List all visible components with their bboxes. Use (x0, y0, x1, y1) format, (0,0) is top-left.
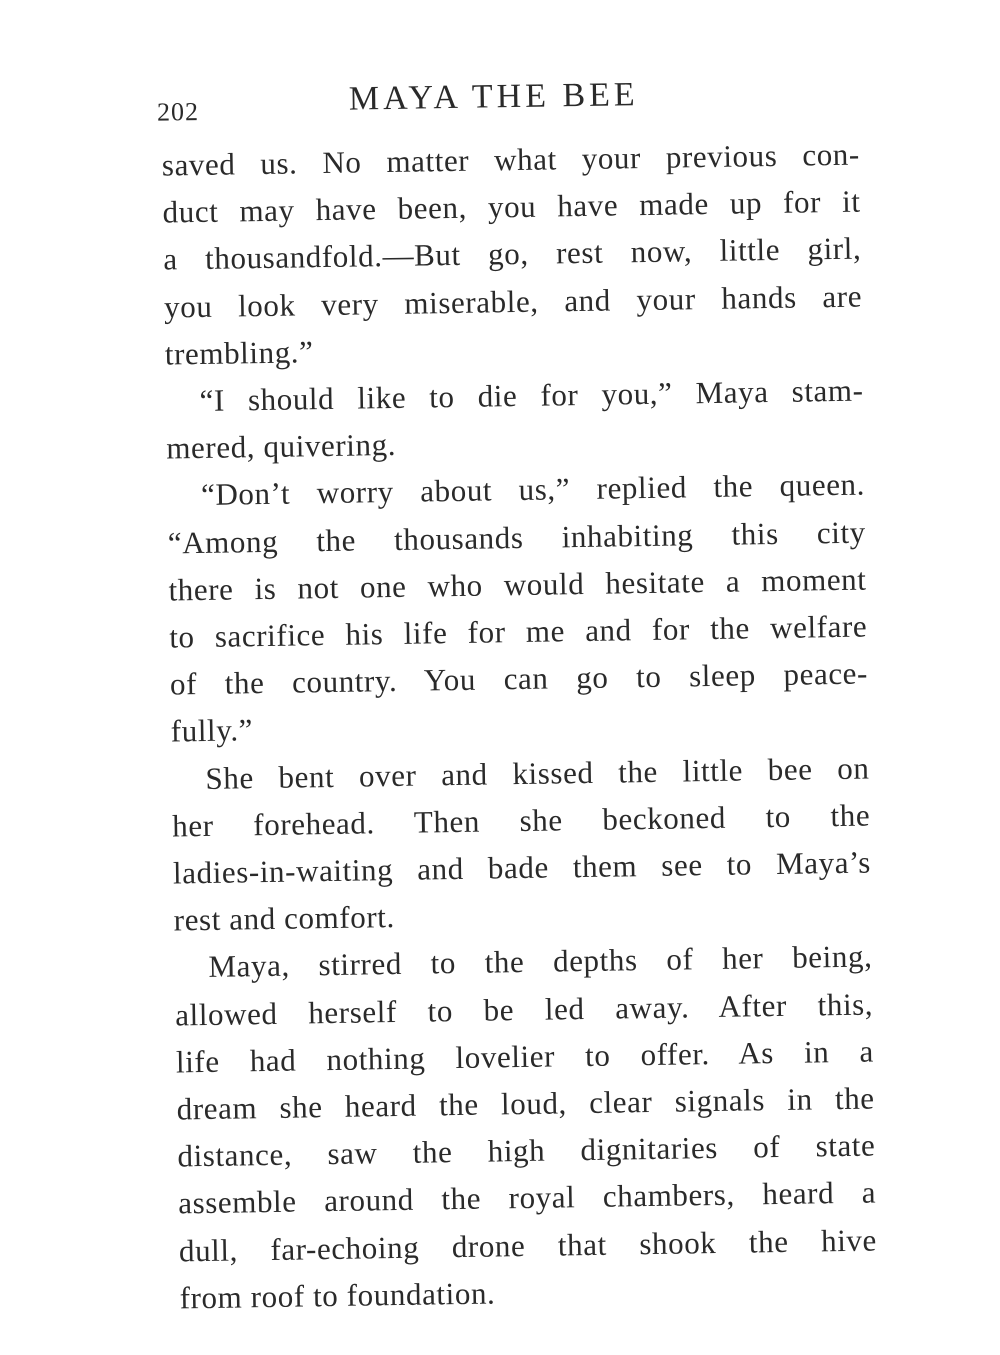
text-line: dull, far-echoing drone that shook the hive (178, 1222, 878, 1269)
page-number: 202 (156, 96, 200, 127)
text-line: assemble around the royal chambers, heard a (177, 1174, 877, 1221)
paragraph (174, 933, 878, 1322)
text-line: from roof to foundation. (179, 1275, 496, 1316)
page-header (157, 73, 858, 128)
text-line: “I should like to die for you,” Maya stam- (199, 372, 864, 419)
text-line: trembling.” (164, 334, 314, 372)
text-line: mered, quivering. (166, 427, 397, 466)
text-line: to sacrifice his life for me and for the welfare (169, 608, 868, 655)
text-line: Maya, stirred to the depths of her being, (208, 938, 873, 985)
running-title: MAYA THE BEE (348, 76, 639, 118)
paragraph (167, 461, 869, 755)
text-line: “Don’t worry about us,” replied the queen. (200, 466, 866, 513)
text-line: rest and comfort. (173, 899, 396, 938)
text-line: you look very miserable, and your hands are (163, 278, 863, 325)
text-line: a thousandfold.—But go, rest now, little girl, (163, 230, 862, 277)
text-line: dream she heard the loud, clear signals in the (176, 1080, 875, 1127)
paragraph (161, 131, 863, 378)
paragraph (165, 367, 864, 472)
paragraph (171, 744, 872, 944)
text-line: “Among the thousands inhabiting this city (167, 514, 866, 561)
body-text (161, 131, 877, 1322)
text-line: fully.” (170, 712, 254, 749)
text-line: her forehead. Then she beckoned to the (171, 797, 871, 844)
text-line: She bent over and kissed the little bee on (205, 750, 870, 796)
text-line: life had nothing lovelier to offer. As in a (175, 1033, 875, 1080)
text-line: saved us. No matter what your previous con- (161, 136, 861, 183)
text-line: of the country. You can go to sleep peace- (169, 655, 869, 702)
text-line: ladies-in-waiting and bade them see to Maya’s (172, 844, 872, 891)
text-line: duct may have been, you have made up for it (162, 183, 861, 230)
text-line: distance, saw the high dignitaries of state (177, 1127, 876, 1174)
text-line: allowed herself to be led away. After this, (174, 986, 874, 1033)
text-line: there is not one who would hesitate a moment (168, 561, 867, 608)
